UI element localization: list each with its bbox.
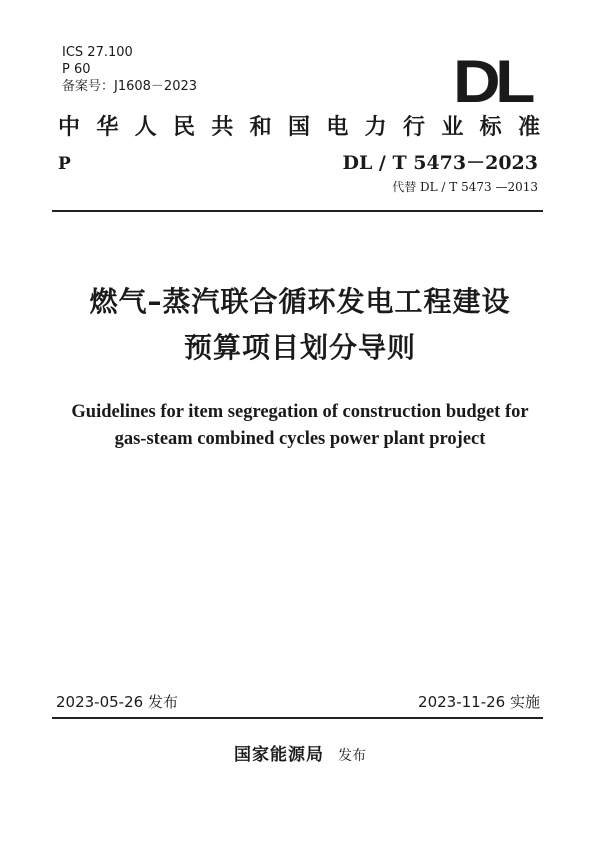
top-divider bbox=[52, 210, 543, 212]
category-code: P 60 bbox=[62, 62, 91, 77]
issuer-heading: 中华人民共和国电力行业标准 bbox=[58, 114, 540, 140]
ics-code: ICS 27.100 bbox=[62, 45, 133, 60]
replaces-standard: 代替 DL / T 5473 —2013 bbox=[392, 180, 538, 194]
classification-letter: P bbox=[58, 154, 71, 174]
release-date: 2023-05-26 发布 bbox=[56, 693, 178, 711]
bottom-divider bbox=[52, 717, 543, 719]
title-chinese-line-1: 燃气–蒸汽联合循环发电工程建设 bbox=[89, 285, 511, 318]
publisher-verb: 发布 bbox=[338, 748, 366, 764]
dl-logo: DL bbox=[453, 48, 530, 115]
title-chinese-line-2: 预算项目划分导则 bbox=[183, 331, 416, 364]
implementation-date: 2023-11-26 实施 bbox=[418, 693, 540, 711]
standard-code: DL / T 5473－2023 bbox=[342, 152, 538, 174]
publisher bbox=[0, 744, 600, 767]
title-english-line-1: Guidelines for item segregation of construction budget for bbox=[71, 402, 529, 422]
publisher-name: 国家能源局 bbox=[234, 745, 324, 765]
record-number: 备案号：J1608－2023 bbox=[62, 79, 198, 94]
title-english-line-2: gas-steam combined cycles power plant project bbox=[114, 429, 486, 449]
